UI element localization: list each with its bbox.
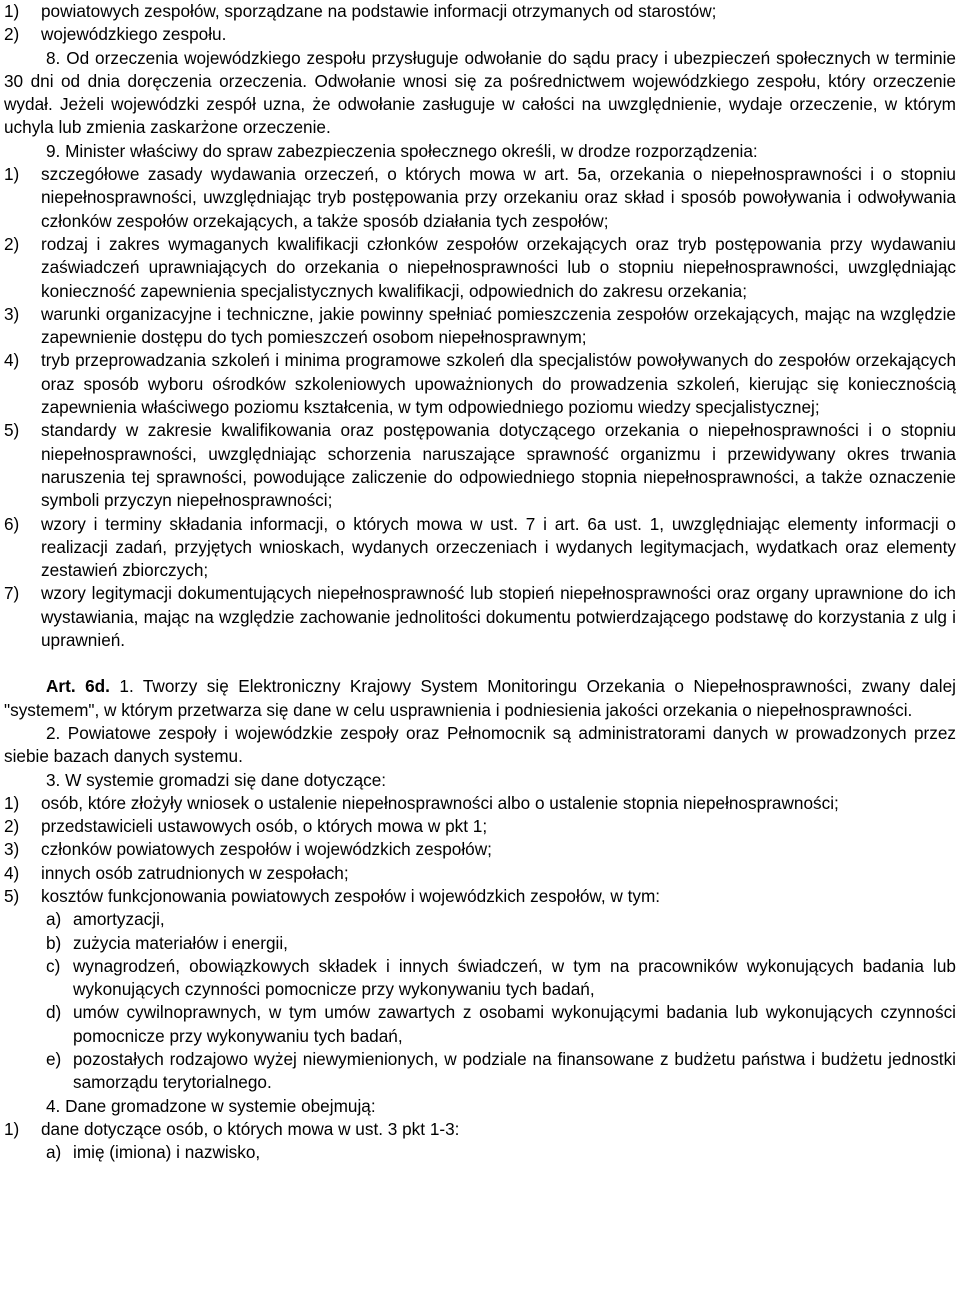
item-text: pozostałych rodzajowo wyżej niewymienionych, w podziale na finansowane z budżetu państwa i budżetu jednostki samorządu terytorialnego. xyxy=(73,1049,956,1093)
list-item xyxy=(4,582,956,652)
sub-list-item xyxy=(46,1001,956,1048)
list-item xyxy=(4,792,956,815)
list-item xyxy=(4,815,956,838)
item-text: imię (imiona) i nazwisko, xyxy=(73,1142,261,1163)
item-number: 2) xyxy=(4,816,20,837)
item-number: 2) xyxy=(4,233,20,254)
item-number: 1) xyxy=(4,1,20,21)
article-paragraph-1 xyxy=(4,675,956,722)
item-number: 1) xyxy=(4,164,20,185)
item-text: wzory i terminy składania informacji, o których mowa w ust. 7 i art. 6a ust. 1, uwzględniając elementy informacji o realizacji zadań, przyjętych wnioskach, wydanych orzeczeniach i wydanych legitymacjach, wydatkach oraz elementy zestawień zbiorczych; xyxy=(41,513,956,581)
paragraph-8: 8. Od orzeczenia wojewódzkiego zespołu przysługuje odwołanie do sądu pracy i ubezpieczeń społecznych w terminie 30 dni od dnia doręczenia orzeczenia. Odwołanie wnosi się za pośrednictwem wojewódzkiego zespołu, który orzeczenie wydał. Jeżeli wojewódzki zespół uzna, że odwołanie zasługuje w całości na uwzględnienie, wydaje orzeczenie, w którym uchyla lub zmienia zaskarżone orzeczenie. xyxy=(4,47,956,138)
item-text: wynagrodzeń, obowiązkowych składek i innych świadczeń, w tym na pracowników wykonujących badania lub wykonujących czynności pomocnicze przy wykonywaniu tych badań, xyxy=(73,955,956,1000)
item-text: kosztów funkcjonowania powiatowych zespołów i wojewódzkich zespołów, w tym: xyxy=(41,885,661,906)
item-text: dane dotyczące osób, o których mowa w ust. 3 pkt 1-3: xyxy=(41,1118,460,1139)
item-letter: c) xyxy=(46,955,61,976)
list-item xyxy=(4,303,956,350)
item-number: 1) xyxy=(4,1118,20,1139)
item-text: warunki organizacyjne i techniczne, jakie powinny spełniać pomieszczenia zespołów orzekających, mając na względzie zapewnienie dostępu do tych pomieszczeń osobom niepełnosprawnym; xyxy=(41,303,956,348)
list-item xyxy=(4,513,956,583)
list-item xyxy=(4,419,956,512)
list-item xyxy=(4,349,956,419)
list-item xyxy=(4,885,956,908)
item-letter: a) xyxy=(46,909,62,930)
list-item xyxy=(4,163,956,233)
item-text: zużycia materiałów i energii, xyxy=(73,932,288,953)
item-number: 4) xyxy=(4,350,20,371)
article-paragraph-2: 2. Powiatowe zespoły i wojewódzkie zespoły oraz Pełnomocnik są administratorami danych w prowadzonych przez siebie bazach danych systemu. xyxy=(4,722,956,767)
article-paragraph-4: 4. Dane gromadzone w systemie obejmują: xyxy=(46,1095,376,1116)
item-text: powiatowych zespołów, sporządzane na podstawie informacji otrzymanych od starostów; xyxy=(41,1,717,21)
sub-list-item xyxy=(46,908,956,931)
sub-list-item xyxy=(46,955,956,1002)
item-number: 4) xyxy=(4,862,20,883)
sub-list-item xyxy=(46,1141,956,1164)
list-item xyxy=(4,0,956,23)
item-text: wzory legitymacji dokumentujących niepełnosprawność lub stopień niepełnosprawności oraz organy uprawnione do ich wystawiania, mając na względzie zachowanie jednolitości dokumentu potwierdzającego podstawę do korzystania z ulg i uprawnień. xyxy=(41,583,956,651)
list-item xyxy=(4,23,956,46)
item-text: innych osób zatrudnionych w zespołach; xyxy=(41,862,349,883)
item-text: osób, które złożyły wniosek o ustalenie niepełnosprawności albo o ustalenie stopnia niepełnosprawności; xyxy=(41,792,839,813)
item-text: umów cywilnoprawnych, w tym umów zawartych z osobami wykonującymi badania lub wykonujących czynności pomocnicze przy wykonywaniu tych badań, xyxy=(73,1002,956,1046)
sub-list-item xyxy=(46,1048,956,1095)
item-text: szczegółowe zasady wydawania orzeczeń, o których mowa w art. 5a, orzekania o niepełnosprawności i o stopniu niepełnosprawności, uwzględniając tryb postępowania przy orzekaniu oraz skład i sposób powoływania i odwoływania członków zespołów orzekających, a także sposób działania tych zespołów; xyxy=(41,164,956,231)
paragraph-9: 9. Minister właściwy do spraw zabezpieczenia społecznego określi, w drodze rozporządzenia: xyxy=(46,140,758,161)
item-text: przedstawicieli ustawowych osób, o których mowa w pkt 1; xyxy=(41,816,488,837)
item-letter: d) xyxy=(46,1002,62,1023)
list-item xyxy=(4,838,956,861)
item-letter: b) xyxy=(46,932,62,953)
item-number: 1) xyxy=(4,792,20,813)
article-text: 1. Tworzy się Elektroniczny Krajowy System Monitoringu Orzekania o Niepełnosprawności, zwany dalej "systemem", w którym przetwarza się dane w celu usprawnienia i podniesienia jakości orzekania o niepełnosprawności. xyxy=(4,676,956,720)
item-number: 5) xyxy=(4,885,20,906)
item-letter: e) xyxy=(46,1049,62,1070)
item-number: 7) xyxy=(4,583,20,604)
item-number: 2) xyxy=(4,24,20,45)
document-page xyxy=(4,0,956,1165)
item-text: tryb przeprowadzania szkoleń i minima programowe szkoleń dla specjalistów powoływanych do zespołów orzekających oraz sposób wyboru ośrodków szkoleniowych upoważnionych do prowadzenia szkoleń, kierując się koniecznością zapewnienia właściwego poziomu kształcenia, w tym odpowiedniego poziomu wiedzy specjalistycznej; xyxy=(41,350,956,418)
list-item xyxy=(4,1118,956,1141)
item-text: członków powiatowych zespołów i wojewódzkich zespołów; xyxy=(41,839,492,860)
article-paragraph-3: 3. W systemie gromadzi się dane dotyczące: xyxy=(46,769,387,790)
item-number: 3) xyxy=(4,839,20,860)
item-number: 6) xyxy=(4,513,20,534)
item-number: 3) xyxy=(4,303,20,324)
item-text: rodzaj i zakres wymaganych kwalifikacji członków zespołów orzekających oraz tryb postępowania przy wydawaniu zaświadczeń uprawniających do orzekania o niepełnosprawności lub o stopniu niepełnosprawności, uwzględniając konieczność zapewnienia specjalistycznych kwalifikacji, odpowiednich do zakresu orzekania; xyxy=(41,233,956,301)
item-text: wojewódzkiego zespołu. xyxy=(41,24,227,45)
sub-list-item xyxy=(46,932,956,955)
item-letter: a) xyxy=(46,1142,62,1163)
item-text: amortyzacji, xyxy=(73,909,165,930)
item-number: 5) xyxy=(4,420,20,441)
list-item xyxy=(4,862,956,885)
item-text: standardy w zakresie kwalifikowania oraz postępowania dotyczącego orzekania o niepełnosprawności i o stopniu niepełnosprawności, uwzględniając schorzenia naruszające sprawność organizmu i przewidywany okres trwania naruszenia tej sprawności, powodujące zaliczenie do odpowiedniego stopnia niepełnosprawności, a także oznaczenie symboli przyczyn niepełnosprawności; xyxy=(41,420,956,511)
list-item xyxy=(4,233,956,303)
section-spacer xyxy=(4,652,956,675)
article-heading: Art. 6d. xyxy=(46,676,110,697)
